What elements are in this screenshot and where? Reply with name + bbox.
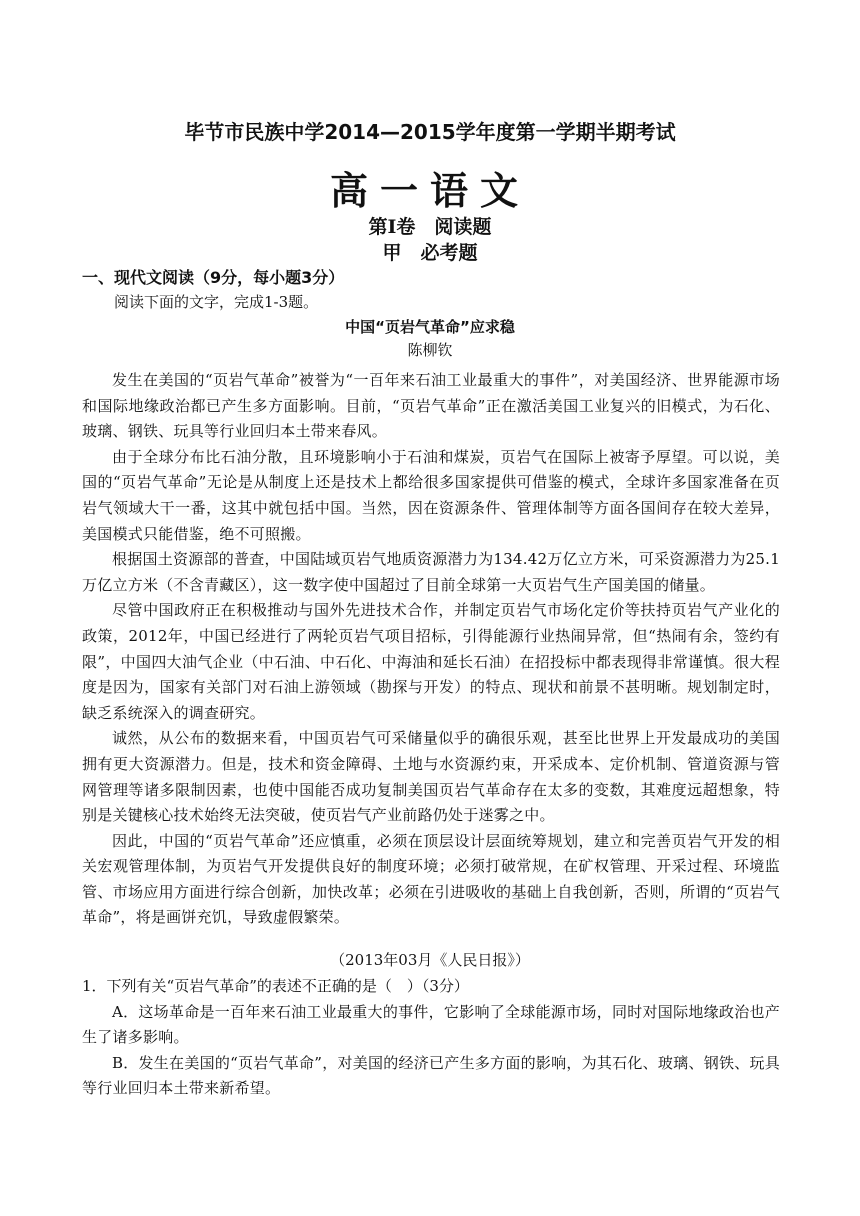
- article-source: （2013年03月《人民日报》）: [330, 951, 530, 969]
- article-paragraph-5: 诚然，从公布的数据来看，中国页岩气可采储量似乎的确很乐观，甚至比世界上开发最成功的美国拥有更大资源潜力。但是，技术和资金障碍、土地与水资源约束，开采成本、定价机制、管道资源与管网管理等诸多限制因素，也使中国能否成功复制美国页岩气革命存在太多的变数，其难度远超想象，特别是关键核心技术始终无法突破，使页岩气产业前路仍处于迷雾之中。: [82, 729, 780, 825]
- article-paragraph-3: 根据国土资源部的普查，中国陆域页岩气地质资源潜力为134.42万亿立方米，可采资源潜力为25.1万亿立方米（不含青藏区），这一数字使中国超过了目前全球第一大页岩气生产国美国的储量。: [82, 550, 780, 594]
- article-paragraph-2: 由于全球分布比石油分散，且环境影响小于石油和煤炭，页岩气在国际上被寄予厚望。可以说，美国的“页岩气革命”无论是从制度上还是技术上都给很多国家提供可借鉴的模式，全球许多国家准备在页岩气领域大干一番，这其中就包括中国。当然，因在资源条件、管理体制等方面各国间存在较大差异，美国模式只能借鉴，绝不可照搬。: [82, 447, 780, 543]
- article-paragraph-6: 因此，中国的“页岩气革命”还应慎重，必须在顶层设计层面统筹规划，建立和完善页岩气开发的相关宏观管理体制，为页岩气开发提供良好的制度环境；必须打破常规，在矿权管理、开采过程、环境监管、市场应用方面进行综合创新，加快改革；必须在引进吸收的基础上自我创新，否则，所谓的“页岩气革命”，将是画饼充饥，导致虚假繁荣。: [82, 831, 780, 927]
- volume-title: 第Ⅰ卷 阅读题: [368, 216, 492, 238]
- article-title: 中国“页岩气革命”应求稳: [345, 318, 515, 336]
- part-title: 甲 必考题: [382, 242, 478, 264]
- question-1-stem: 1．下列有关“页岩气革命”的表述不正确的是（ ）（3分）: [82, 977, 469, 995]
- school-exam-title: 毕节市民族中学2014—2015学年度第一学期半期考试: [184, 120, 676, 144]
- question-1-option-a: A．这场革命是一百年来石油工业最重大的事件，它影响了全球能源市场，同时对国际地缘政治也产生了诸多影响。: [82, 1002, 780, 1047]
- question-1-option-b: B．发生在美国的“页岩气革命”，对美国的经济已产生多方面的影响，为其石化、玻璃、钢铁、玩具等行业回归本土带来新希望。: [82, 1053, 780, 1098]
- section-heading: 一、现代文阅读（9分，每小题3分）: [82, 268, 345, 287]
- article-paragraph-1: 发生在美国的“页岩气革命”被誉为“一百年来石油工业最重大的事件”，对美国经济、世界能源市场和国际地缘政治都已产生多方面影响。目前，“页岩气革命”正在激活美国工业复兴的旧模式，为石化、玻璃、钢铁、玩具等行业回归本土带来春风。: [82, 371, 780, 441]
- question-list: [82, 974, 780, 1102]
- article-body: [82, 368, 780, 931]
- article-author: 陈柳钦: [407, 341, 453, 359]
- article-paragraph-4: 尽管中国政府正在积极推动与国外先进技术合作，并制定页岩气市场化定价等扶持页岩气产业化的政策，2012年，中国已经进行了两轮页岩气项目招标，引得能源行业热闹异常，但“热闹有余，签约有限”，中国四大油气企业（中石油、中石化、中海油和延长石油）在招投标中都表现得非常谨慎。很大程度是因为，国家有关部门对石油上游领域（勘探与开发）的特点、现状和前景不甚明晰。规划制定时，缺乏系统深入的调查研究。: [82, 601, 780, 722]
- section-instruction: 阅读下面的文字，完成1-3题。: [114, 293, 319, 311]
- subject-title: 高一语文: [329, 168, 530, 213]
